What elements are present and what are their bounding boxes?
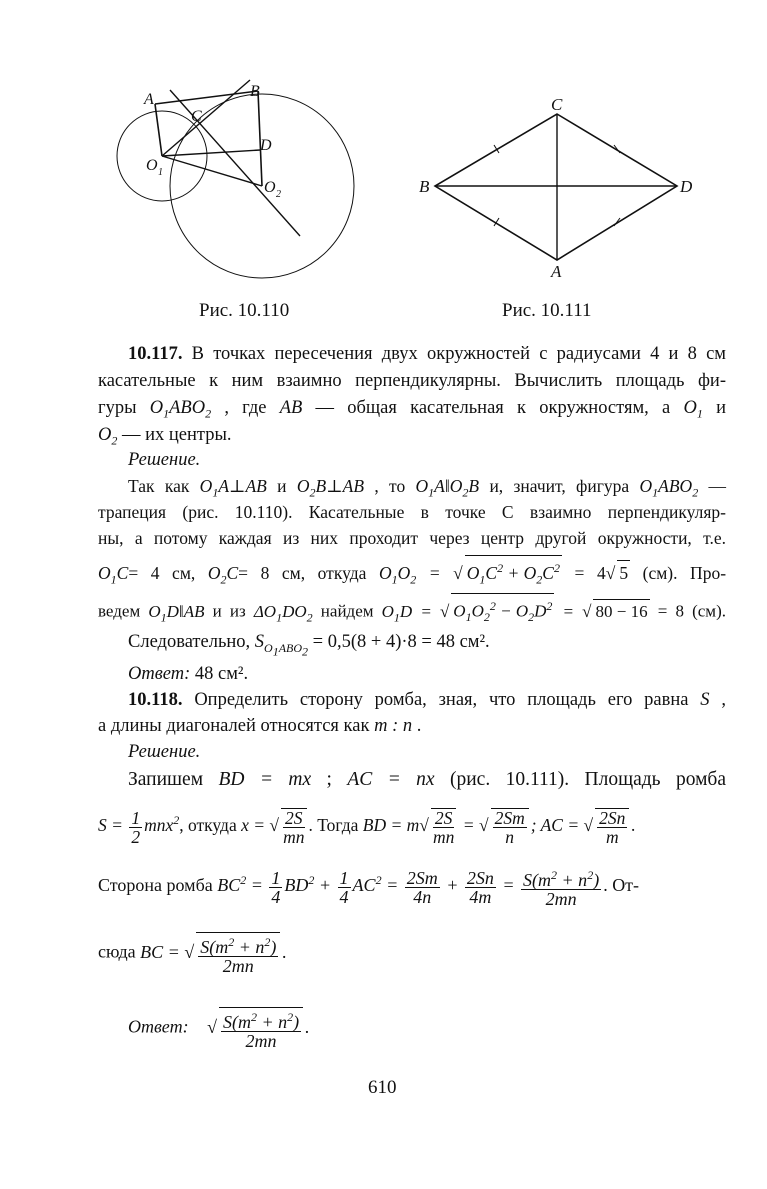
math-o1a-perp-ab: $O_1A\perp AB$	[199, 476, 267, 500]
rhombus	[435, 114, 677, 260]
label-o1: O	[146, 157, 158, 174]
p117-text-3c: — общая касательная к окружностям, а	[302, 398, 684, 418]
p117-sol-line-5	[98, 593, 726, 629]
math-o1o2-eq: $O_1O_2$ = √ $O_1C^2 + O_2C^2$	[379, 563, 562, 583]
label-d: D	[260, 137, 272, 154]
math-bd: BD = mx	[218, 769, 312, 790]
label-a: A	[551, 262, 562, 281]
p118-s1a: Запишем	[128, 769, 219, 790]
p117-line-3	[98, 396, 726, 426]
math-bd-ac: BD = m√ $\frac{2S}{mn}$ = √ $\frac{2Sm}{n}$ ; AC = √ $\frac{2Sn}{m}$ .	[362, 808, 636, 847]
s5e: = 8 (см).	[649, 601, 726, 621]
math-o1d-par-ab: $O_1D‖AB$	[148, 601, 205, 625]
math-ratio: m : n	[374, 716, 413, 736]
math-o1d-eq: $O_1D$ = √ $O_1O_2^2 - O_2D^2$ = √	[382, 602, 592, 621]
p118-line-2	[98, 714, 726, 738]
caption-10-111: Рис. 10.111	[502, 300, 592, 321]
p117-text-2: касательные к ним взаимно перпендикулярны. Вычислить площадь фи-	[98, 371, 726, 391]
s4c: = 4	[561, 562, 606, 583]
math-area-formula: S = $\frac{1}{2}$ mnx$^2$	[98, 807, 180, 847]
p117-text-3b: , где	[211, 398, 280, 418]
p118-text-2a: а длины диагоналей относятся как	[98, 716, 375, 736]
page-number: 610	[368, 1077, 397, 1098]
p118-text-2c: .	[412, 716, 422, 736]
math-o2c: $O_2C$	[207, 562, 239, 587]
label-c: C	[551, 95, 563, 114]
p117-line-2	[98, 369, 726, 393]
math-area: $S_{O_1ABO_2}$	[254, 632, 309, 659]
s5d: 80 − 16	[593, 599, 649, 624]
math-ac: AC = nx	[347, 769, 435, 790]
s1d: и, значит, фигура	[479, 476, 640, 496]
p118-solution-label: Решение.	[128, 742, 201, 762]
s4a: = 4 см,	[128, 562, 208, 583]
s1b: и	[266, 476, 297, 496]
s5a: ведем	[98, 601, 149, 621]
label-o1-sub: 1	[158, 167, 163, 178]
answer-label-117: Ответ:	[128, 664, 191, 684]
answer-value-117: 48 см².	[190, 664, 249, 684]
s1a: Так как	[128, 476, 200, 496]
s5c: найдем	[312, 601, 382, 621]
problem-118-number: 10.118.	[128, 690, 183, 710]
p118-s2a: , откуда	[179, 815, 242, 836]
math-o1: $O_1$	[683, 398, 703, 421]
math-o1c: $O_1C$	[98, 562, 129, 587]
math-o1a-par-o2b: $O_1A‖O_2B$	[415, 476, 480, 500]
label-o2: O	[264, 179, 276, 196]
label-b: B	[419, 177, 430, 196]
p117-solution-label: Решение.	[128, 450, 201, 470]
label-a: A	[144, 91, 154, 108]
p117-text-1: В точках пересечения двух окружностей с радиусами 4 и 8 см	[182, 344, 726, 364]
p118-text-1-end: ,	[709, 690, 726, 710]
p117-sol-line-6	[128, 630, 726, 663]
p118-sol-line-2	[98, 808, 726, 852]
label-b: B	[250, 83, 260, 100]
s5b: и из	[204, 601, 254, 621]
p117-text-3a: гуры	[98, 398, 150, 418]
p118-s3-end: . От-	[603, 875, 640, 896]
answer-label-118: Ответ:	[128, 1016, 189, 1037]
p118-text-1: Определить сторону ромба, зная, что площадь его равна	[182, 690, 701, 710]
math-bc2: $BC^2$ = $\frac{1}{4}$ $BD^2$ + $\frac{1}{4}$ $AC^2$ = $\frac{2Sm}{4n}$ + $\frac{2Sn}{4m}$ = $\frac{S(m^2 + n^2)}{2mn}$	[217, 867, 600, 909]
p118-s1c: ;	[311, 769, 348, 790]
p118-s2b: . Тогда	[308, 815, 363, 836]
math-x: x = √ $\frac{2S}{mn}$	[241, 815, 308, 835]
math-ab: AB	[279, 398, 303, 418]
p117-sol-line-3: ны, а потому каждая из них проходит через центр другой окружности, т.е.	[98, 528, 726, 548]
s6a: Следовательно,	[128, 632, 255, 652]
p118-s3a: Сторона ромба	[98, 875, 218, 896]
label-c: C	[191, 108, 202, 125]
math-o2b-perp-ab: $O_2B\perp AB$	[296, 476, 365, 500]
segment-o1o2	[162, 156, 262, 186]
line-through-o1	[170, 90, 300, 236]
label-d: D	[680, 177, 693, 196]
p118-sol-line-1	[128, 768, 726, 792]
problem-117-number: 10.117.	[128, 344, 183, 364]
figure-10-111	[415, 92, 705, 282]
math-triangle: $\Delta O_1DO_2$	[253, 601, 313, 625]
math-o1abo2: $O_1ABO_2$	[149, 398, 212, 421]
s1c: , то	[364, 476, 416, 496]
p117-sol-line-4: $O_1C= 4$ см, $O_2C= 8$ см, откуда $O_1O_2$ = √ $O_1C^2 + O_2C^2 = 4√$ 5 (см). Про-	[98, 555, 726, 591]
p117-line-1	[128, 342, 726, 366]
math-answer-118: √ $\frac{S(m^2 + n^2)}{2mn}$ .	[207, 1017, 310, 1037]
p118-sol-line-4	[98, 932, 726, 982]
s4d: 5	[617, 560, 630, 585]
p118-line-1	[128, 688, 726, 712]
math-o1abo2-2: $O_1ABO_2$	[639, 476, 699, 500]
caption-10-110: Рис. 10.110	[199, 300, 290, 321]
p117-text-3d: и	[702, 398, 726, 418]
s6b: = 0,5(8 + 4)·8 = 48 см².	[308, 632, 490, 652]
s1e: —	[698, 476, 727, 496]
p118-sol-line-3	[98, 866, 726, 910]
math-s: S	[700, 690, 710, 710]
p117-answer	[128, 662, 726, 686]
p118-s1e: (рис. 10.111). Площадь ромба	[434, 769, 726, 790]
p117-text-4: — их центры.	[117, 425, 232, 445]
math-o2: $O_2$	[98, 425, 118, 448]
segment-ao1	[155, 104, 162, 156]
math-bc: BC = √ $\frac{S(m^2 + n^2)}{2mn}$ .	[140, 942, 287, 962]
tangent-ab	[155, 91, 258, 104]
p117-sol-line-2: трапеция (рис. 10.110). Касательные в точке C взаимно перпендикуляр-	[98, 502, 726, 522]
s4b: = 8 см, откуда	[238, 562, 379, 583]
s4e: (см). Про-	[630, 562, 727, 583]
p118-s4a: сюда	[98, 941, 141, 962]
p118-answer	[128, 1007, 726, 1057]
label-o2-sub: 2	[276, 189, 281, 200]
figure-10-110	[110, 78, 340, 293]
